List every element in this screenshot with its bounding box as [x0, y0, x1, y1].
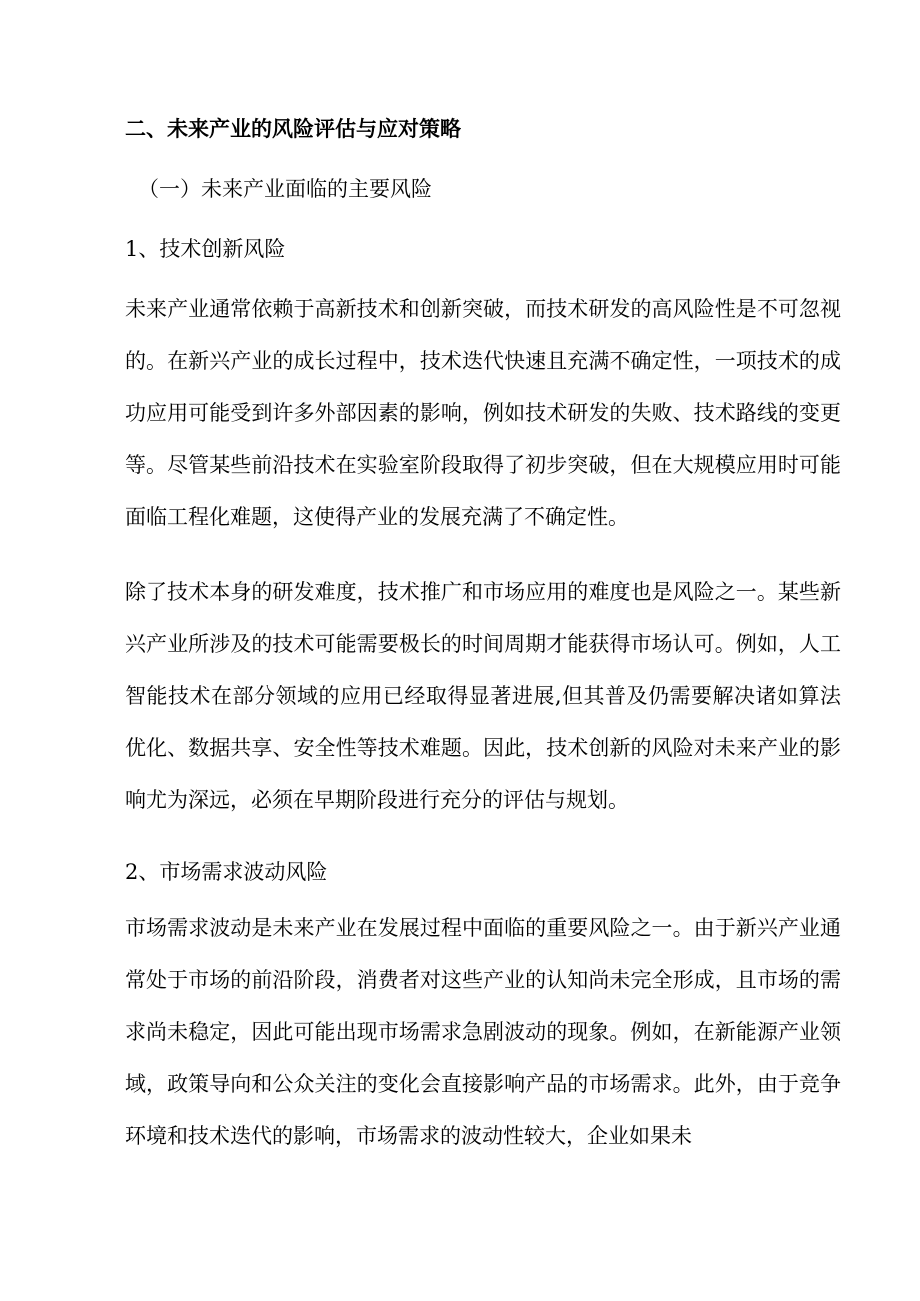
paragraph-market-demand-risk: 市场需求波动是未来产业在发展过程中面临的重要风险之一。由于新兴产业通常处于市场的前沿阶段，消费者对这些产业的认知尚未完全形成，且市场的需求尚未稳定，因此可能出现市场需求急剧波动的现象。例如，在新能源产业领域，政策导向和公众关注的变化会直接影响产品的市场需求。此外，由于竞争环境和技术迭代的影响，市场需求的波动性较大，企业如果未 — [125, 916, 841, 1148]
paragraph-technology-risk-2: 除了技术本身的研发难度，技术推广和市场应用的难度也是风险之一。某些新兴产业所涉及的技术可能需要极长的时间周期才能获得市场认可。例如，人工智能技术在部分领域的应用已经取得显著进展,但其普及仍需要解决诸如算法优化、数据共享、安全性等技术难题。因此，技术创新的风险对未来产业的影响尤为深远，必须在早期阶段进行充分的评估与规划。 — [125, 580, 841, 812]
section-heading: 二、未来产业的风险评估与应对策略 — [125, 117, 461, 141]
item-heading-technology-risk: 1、技术创新风险 — [125, 237, 286, 261]
item-heading-market-demand-risk: 2、市场需求波动风险 — [125, 860, 328, 884]
paragraph-technology-risk-1: 未来产业通常依赖于高新技术和创新突破，而技术研发的高风险性是不可忽视的。在新兴产业的成长过程中，技术迭代快速且充满不确定性，一项技术的成功应用可能受到许多外部因素的影响，例如技术研发的失败、技术路线的变更等。尽管某些前沿技术在实验室阶段取得了初步突破，但在大规模应用时可能面临工程化难题，这使得产业的发展充满了不确定性。 — [125, 297, 841, 529]
subsection-heading: （一）未来产业面临的主要风险 — [138, 177, 432, 201]
